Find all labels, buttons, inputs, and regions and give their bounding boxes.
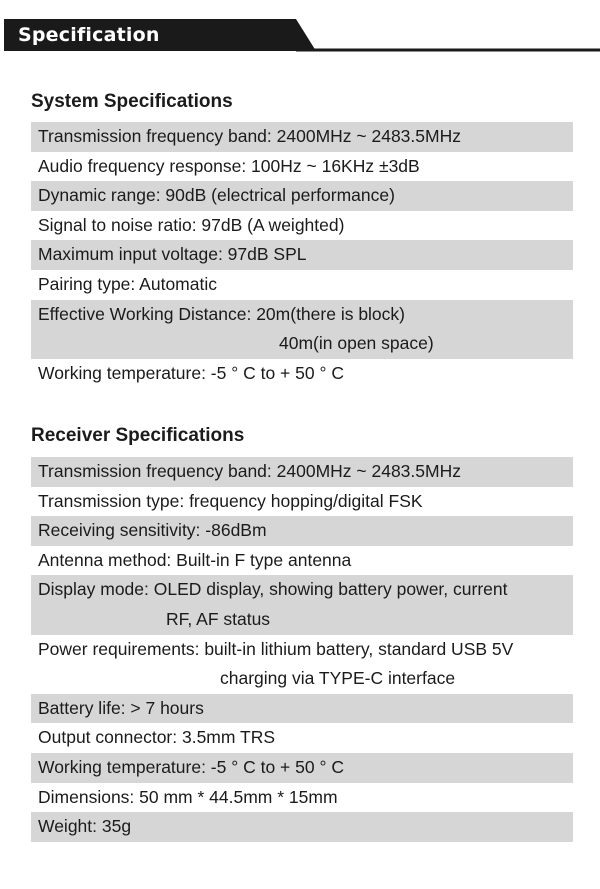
spec-label: Signal to noise ratio: 97dB (A weighted) [38,214,345,235]
receiver-spec-row [31,812,573,842]
spec-label: Dimensions: 50 mm * 44.5mm * 15mm [38,786,338,807]
spec-label: Effective Working Distance: 20m(there is block) [38,303,405,324]
spec-label: Battery life: > 7 hours [38,697,204,718]
receiver-spec-row [31,546,573,576]
spec-label: Pairing type: Automatic [38,273,217,294]
spec-label: Working temperature: -5 ° C to + 50 ° C [38,362,344,383]
system-spec-row [31,152,573,182]
system-spec-row [31,122,573,152]
spec-label: Antenna method: Built-in F type antenna [38,549,352,570]
specification-banner [0,0,600,56]
banner-title: Specification [18,24,160,46]
spec-label: Transmission frequency band: 2400MHz ~ 2483.5MHz [38,461,461,481]
spec-label: Power requirements: built-in lithium battery, standard USB 5V [38,638,514,659]
system-spec-row [31,300,573,359]
receiver-spec-row [31,783,573,813]
spec-label: Receiving sensitivity: -86dBm [38,520,267,541]
spec-label-continuation: charging via TYPE-C interface [220,668,456,689]
system-section-title: System Specifications [31,91,233,112]
receiver-spec-list [31,457,573,842]
spec-label: Working temperature: -5 ° C to + 50 ° C [38,756,344,777]
system-spec-row [31,359,573,389]
spec-label: Output connector: 3.5mm TRS [38,727,276,748]
spec-label: Weight: 35g [38,816,132,837]
spec-label: Maximum input voltage: 97dB SPL [38,244,307,265]
receiver-spec-row [31,457,573,487]
spec-label: Transmission frequency band: 2400MHz ~ 2483.5MHz [38,126,461,146]
spec-label: Display mode: OLED display, showing battery power, current [38,579,508,600]
spec-label-continuation: RF, AF status [166,608,271,629]
receiver-spec-row [31,694,573,724]
receiver-spec-row [31,575,573,634]
receiver-section-title: Receiver Specifications [31,425,245,446]
system-spec-row [31,181,573,211]
receiver-spec-row [31,635,573,694]
receiver-spec-row [31,487,573,517]
receiver-spec-row [31,753,573,783]
system-spec-list [31,122,573,388]
spec-label-continuation: 40m(in open space) [279,333,434,354]
receiver-spec-row [31,723,573,753]
system-spec-row [31,270,573,300]
spec-label: Audio frequency response: 100Hz ~ 16KHz ±3dB [38,155,420,176]
system-spec-row [31,211,573,241]
system-spec-row [31,240,573,270]
receiver-spec-row [31,516,573,546]
spec-label: Transmission type: frequency hopping/digital FSK [38,490,423,511]
spec-label: Dynamic range: 90dB (electrical performance) [38,185,395,206]
